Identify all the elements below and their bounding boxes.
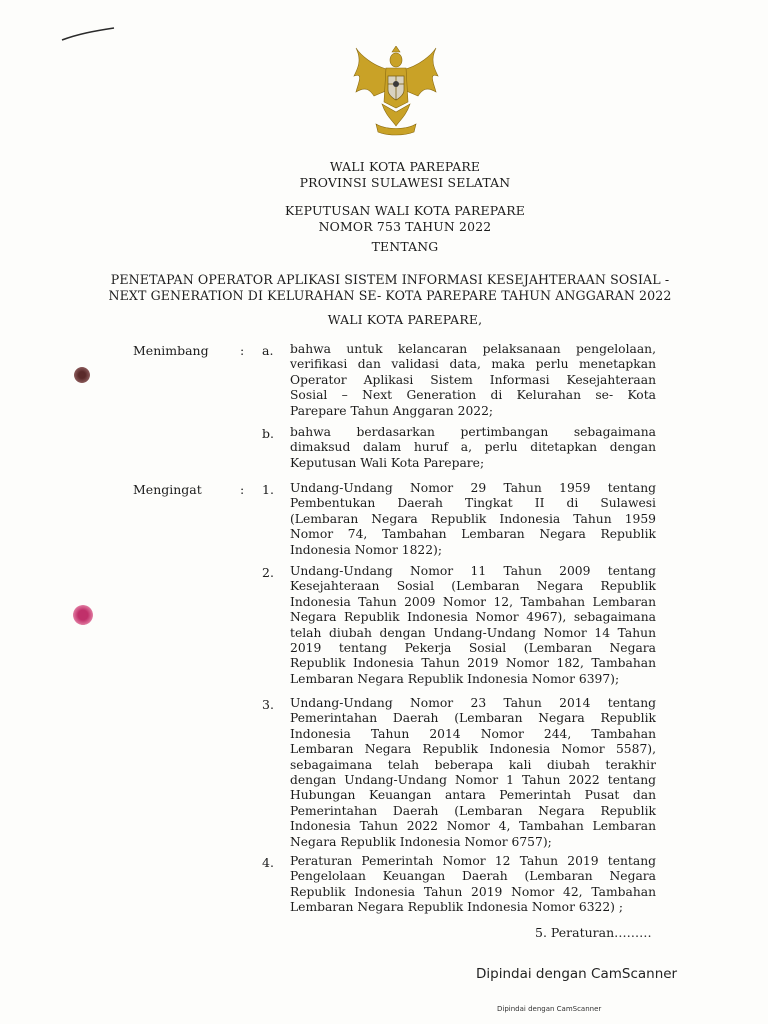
text-line: Lembaran Negara Republik Indonesia Nomor 5587),	[290, 742, 656, 757]
text-line: (Lembaran Negara Republik Indonesia Tahun 1959	[290, 511, 656, 526]
text-line: Indonesia Tahun 2009 Nomor 12, Tambahan Lembaran	[290, 594, 656, 609]
text-line: Republik Indonesia Tahun 2019 Nomor 182, Tambahan	[290, 656, 656, 671]
menimbang-b-text	[290, 425, 656, 471]
mengingat-4-marker: 4.	[262, 855, 274, 870]
menimbang-a-marker: a.	[262, 343, 274, 358]
mengingat-1-text	[290, 481, 656, 558]
header-line-1: WALI KOTA PAREPARE	[329, 159, 481, 174]
text-line: Undang-Undang Nomor 11 Tahun 2009 tentang	[290, 564, 656, 578]
header-line-2: PROVINSI SULAWESI SELATAN	[299, 175, 511, 190]
text-line: Pemerintahan Daerah (Lembaran Negara Republik	[290, 803, 656, 818]
text-line: Undang-Undang Nomor 29 Tahun 1959 tentang	[290, 481, 656, 495]
mengingat-1-marker: 1.	[262, 482, 274, 497]
text-line: Keputusan Wali Kota Parepare;	[290, 455, 485, 470]
text-line: bahwa untuk kelancaran pelaksanaan pengelolaan,	[290, 342, 656, 356]
text-line: Peraturan Pemerintah Nomor 12 Tahun 2019 tentang	[290, 854, 656, 868]
punch-hole-mark	[73, 605, 93, 625]
text-line: Hubungan Keuangan antara Pemerintah Pusat dan	[290, 788, 656, 803]
punch-hole-mark	[74, 367, 90, 383]
text-line: Pembentukan Daerah Tingkat II di Sulawesi	[290, 496, 656, 511]
text-line: Lembaran Negara Republik Indonesia Nomor 6397);	[290, 671, 620, 686]
issuer-heading: WALI KOTA PAREPARE,	[327, 312, 483, 327]
text-line: Indonesia Nomor 1822);	[290, 542, 442, 557]
mengingat-label: Mengingat	[133, 482, 202, 497]
text-line: verifikasi dan validasi data, maka perlu menetapkan	[290, 357, 656, 372]
text-line: Indonesia Tahun 2014 Nomor 244, Tambahan	[290, 726, 656, 741]
text-line: Nomor 74, Tambahan Lembaran Negara Republik	[290, 527, 656, 542]
text-line: telah diubah dengan Undang-Undang Nomor 14 Tahun	[290, 625, 656, 640]
text-line: Lembaran Negara Republik Indonesia Nomor 6322) ;	[290, 900, 624, 915]
camscanner-small-watermark: Dipindai dengan CamScanner	[497, 1005, 602, 1013]
pen-stroke-mark	[58, 22, 118, 46]
camscanner-watermark: Dipindai dengan CamScanner	[476, 966, 678, 982]
mengingat-2-text	[290, 564, 656, 687]
mengingat-4-text	[290, 854, 656, 916]
text-line: Undang-Undang Nomor 23 Tahun 2014 tentang	[290, 696, 656, 710]
title-line-2: NEXT GENERATION DI KELURAHAN SE- KOTA PAREPARE TAHUN ANGGARAN 2022	[108, 288, 672, 303]
text-line: Republik Indonesia Tahun 2019 Nomor 42, Tambahan	[290, 884, 656, 899]
text-line: dimaksud dalam huruf a, perlu ditetapkan dengan	[290, 440, 656, 455]
mengingat-colon: :	[240, 482, 245, 497]
menimbang-b-marker: b.	[262, 426, 274, 441]
text-line: Negara Republik Indonesia Nomor 4967), sebagaimana	[290, 610, 656, 625]
menimbang-label: Menimbang	[133, 343, 209, 358]
garuda-emblem-icon	[352, 46, 440, 136]
text-line: bahwa berdasarkan pertimbangan sebagaimana	[290, 425, 656, 439]
decree-number: NOMOR 753 TAHUN 2022	[318, 219, 492, 234]
menimbang-a-text	[290, 342, 656, 419]
mengingat-3-marker: 3.	[262, 697, 274, 712]
mengingat-3-text	[290, 696, 656, 850]
decree-heading: KEPUTUSAN WALI KOTA PAREPARE	[284, 203, 526, 218]
continuation-text: 5. Peraturan………	[535, 925, 652, 940]
title-line-1: PENETAPAN OPERATOR APLIKASI SISTEM INFORMASI KESEJAHTERAAN SOSIAL -	[110, 272, 670, 287]
text-line: sebagaimana telah beberapa kali diubah terakhir	[290, 757, 656, 772]
text-line: 2019 tentang Pekerja Sosial (Lembaran Negara	[290, 641, 656, 656]
menimbang-colon: :	[240, 343, 245, 358]
text-line: Operator Aplikasi Sistem Informasi Kesejahteraan	[290, 372, 656, 387]
text-line: Pemerintahan Daerah (Lembaran Negara Republik	[290, 711, 656, 726]
text-line: Pengelolaan Keuangan Daerah (Lembaran Negara	[290, 869, 656, 884]
text-line: dengan Undang-Undang Nomor 1 Tahun 2022 tentang	[290, 773, 656, 788]
about-heading: TENTANG	[371, 239, 439, 254]
mengingat-2-marker: 2.	[262, 565, 274, 580]
text-line: Sosial – Next Generation di Kelurahan se- Kota	[290, 388, 656, 403]
text-line: Indonesia Tahun 2022 Nomor 4, Tambahan Lembaran	[290, 819, 656, 834]
text-line: Negara Republik Indonesia Nomor 6757);	[290, 834, 552, 849]
text-line: Parepare Tahun Anggaran 2022;	[290, 403, 494, 418]
text-line: Kesejahteraan Sosial (Lembaran Negara Republik	[290, 579, 656, 594]
